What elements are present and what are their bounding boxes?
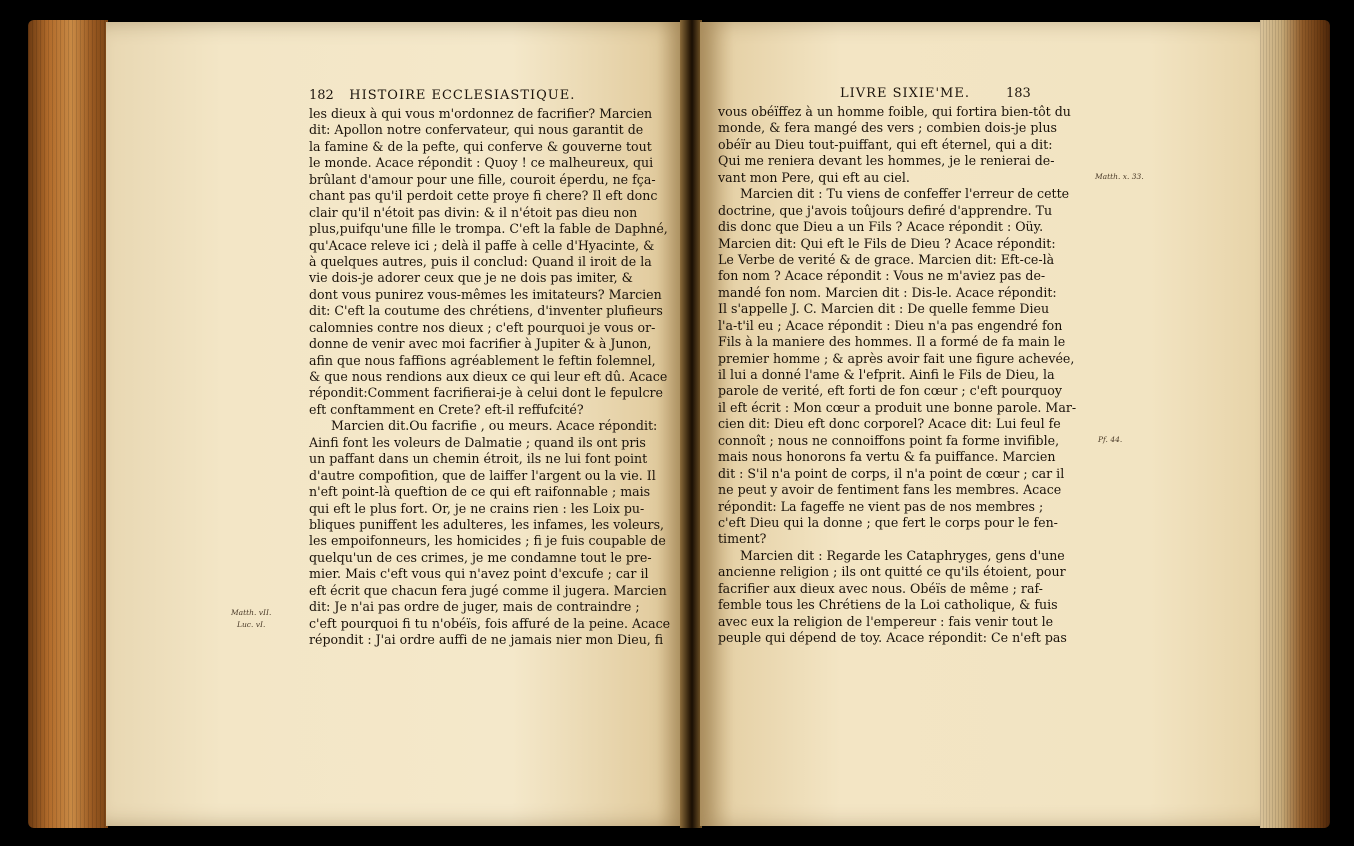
text-line: cien dit: Dieu eft donc corporel? Acace dit: Lui feul fe	[718, 416, 1061, 432]
text-line: il lui a donné l'ame & l'efprit. Ainfi le Fils de Dieu, la	[718, 367, 1055, 382]
text-line: vant mon Pere, qui eft au ciel.	[718, 169, 910, 185]
text-line: dis donc que Dieu a un Fils ? Acace répondit : Oüy.	[718, 219, 1044, 235]
text-line: Le Verbe de verité & de grace. Marcien dit: Eft-ce-là	[718, 251, 1055, 267]
text-line: dit: C'eft la coutume des chrétiens, d'inventer plufieurs	[309, 303, 663, 319]
text-line: qui eft le plus fort. Or, je ne crains rien : les Loix pu-	[309, 500, 645, 516]
text-line: Marcien dit.Ou facrifie , ou meurs. Acace répondit:	[331, 418, 658, 434]
left-title: HISTOIRE ECCLESIASTIQUE.	[349, 88, 576, 103]
text-line: avec eux la religion de l'empereur : fais venir tout le	[718, 613, 1054, 629]
text-line: doctrine, que j'avois toûjours defiré d'apprendre. Tu	[718, 202, 1053, 218]
text-line: monde, & fera mangé des vers ; combien dois-je plus	[718, 120, 1058, 136]
text-line: répondit:Comment facrifierai-je à celui dont le fepulcre	[309, 385, 663, 401]
left-margin-note-1: Matth. vII.	[231, 608, 272, 617]
right-folio: 183	[1005, 86, 1031, 101]
text-line: dit: Je n'ai pas ordre de juger, mais de contraindre ;	[309, 599, 640, 615]
text-line: n'eft point-là queftion de ce qui eft raifonnable ; mais	[309, 484, 651, 500]
text-line: clair qu'il n'étoit pas divin: & il n'étoit pas dieu non	[309, 204, 638, 220]
text-line: le monde. Acace répondit : Quoy ! ce malheureux, qui	[309, 155, 654, 171]
text-line: calomnies contre nos dieux ; c'eft pourquoi je vous or-	[309, 319, 656, 335]
text-line: Marcien dit : Regarde les Cataphryges, gens d'une	[740, 547, 1065, 563]
text-line: vie dois-je adorer ceux que je ne dois pas imiter, &	[309, 270, 633, 286]
text-line: Qui me reniera devant les hommes, je le renierai de-	[718, 153, 1055, 169]
text-line: Fils à la maniere des hommes. Il a formé de fa main le	[718, 334, 1066, 350]
text-line: Ainfi font les voleurs de Dalmatie ; quand ils ont pris	[309, 434, 646, 450]
text-line: qu'Acace releve ici ; delà il paffe à celle d'Hyacinte, &	[309, 237, 655, 253]
text-line: quelqu'un de ces crimes, je me condamne tout le pre-	[309, 549, 652, 565]
text-line: d'autre compofition, que de laiffer l'argent ou la vie. Il	[309, 467, 656, 483]
left-body-text	[309, 106, 670, 648]
text-line: mais nous honorons fa vertu & fa puiffance. Marcien	[718, 449, 1056, 465]
text-line: ne peut y avoir de fentiment fans les membres. Acace	[718, 482, 1062, 498]
right-body-text	[718, 104, 1076, 646]
text-line: un paffant dans un chemin étroit, ils ne lui font point	[309, 451, 648, 467]
text-line: dit: Apollon notre confervateur, qui nous garantit de	[309, 122, 644, 138]
text-line: connoît ; nous ne connoiffons point fa forme invifible,	[718, 432, 1060, 448]
text-line: mier. Mais c'eft vous qui n'avez point d'excufe ; car il	[309, 566, 649, 582]
text-line: timent?	[718, 531, 767, 547]
right-running-head	[840, 86, 1031, 101]
text-line: facrifier aux dieux avec nous. Obéïs de même ; raf-	[718, 580, 1043, 596]
text-line: à quelques autres, puis il conclud: Quand il iroit de la	[309, 253, 652, 269]
text-line: l'a-t'il eu ; Acace répondit : Dieu n'a pas engendré fon	[718, 317, 1063, 333]
text-line: donne de venir avec moi facrifier à Jupiter & à Junon,	[309, 336, 652, 352]
text-line: plus,puifqu'une fille le trompa. C'eft la fable de Daphné,	[309, 221, 668, 237]
right-margin-note-1: Matth. x. 33.	[1095, 172, 1144, 181]
text-line: dit : S'il n'a point de corps, il n'a point de cœur ; car il	[718, 465, 1065, 481]
left-folio: 182	[309, 88, 334, 103]
book-gutter	[680, 20, 702, 828]
left-margin-note-2: Luc. vI.	[237, 620, 266, 629]
open-book	[28, 20, 1330, 828]
text-line: c'eft Dieu qui la donne ; que fert le corps pour le fen-	[718, 514, 1058, 530]
text-line: mandé fon nom. Marcien dit : Dis-le. Acace répondit:	[718, 284, 1057, 300]
text-line: parole de verité, eft forti de fon cœur ; c'eft pourquoy	[718, 383, 1062, 399]
text-line: il eft écrit : Mon cœur a produit une bonne parole. Mar-	[718, 399, 1077, 415]
text-line: la famine & de la pefte, qui conferve & gouverne tout	[309, 138, 652, 154]
text-line: afin que nous faffions agréablement le feftin folemnel,	[309, 352, 656, 368]
text-line: dont vous punirez vous-mêmes les imitateurs? Marcien	[309, 286, 662, 302]
text-line: premier homme ; & après avoir fait une figure achevée,	[718, 350, 1075, 366]
text-line: eft écrit que chacun fera jugé comme il jugera. Marcien	[309, 582, 667, 598]
text-line: eft conftamment en Crete? eft-il reffufcité?	[309, 401, 584, 417]
text-line: les empoifonneurs, les homicides ; fi je fuis coupable de	[309, 533, 666, 549]
text-line: répondit : J'ai ordre auffi de ne jamais nier mon Dieu, fi	[309, 632, 664, 647]
text-line: Marcien dit: Qui eft le Fils de Dieu ? Acace répondit:	[718, 235, 1056, 251]
text-line: ancienne religion ; ils ont quitté ce qu'ils étoient, pour	[718, 564, 1066, 580]
left-page-edges	[28, 20, 108, 828]
text-line: c'eft pourquoi fi tu n'obéïs, fois affuré de la peine. Acace	[309, 615, 671, 631]
text-line: les dieux à qui vous m'ordonnez de facrifier? Marcien	[309, 106, 653, 121]
right-margin-note-2: Pf. 44.	[1098, 435, 1123, 444]
left-page	[106, 22, 686, 826]
text-line: bliques puniffent les adulteres, les infames, les voleurs,	[309, 516, 665, 532]
text-line: chant pas qu'il perdoit cette proye fi chere? Il eft donc	[309, 188, 658, 204]
text-line: peuple qui dépend de toy. Acace répondit: Ce n'eft pas	[718, 630, 1067, 645]
text-line: obéïr au Dieu tout-puiffant, qui eft éternel, qui a dit:	[718, 136, 1053, 152]
text-line: & que nous rendions aux dieux ce qui leur eft dû. Acace	[309, 369, 668, 384]
right-title: LIVRE SIXIE'ME.	[840, 86, 970, 101]
text-line: vous obéïffez à un homme foible, qui fortira bien-tôt du	[718, 104, 1071, 119]
text-line: Marcien dit : Tu viens de confeffer l'erreur de cette	[740, 186, 1070, 202]
right-page	[700, 22, 1262, 826]
right-page-edges	[1260, 20, 1330, 828]
text-line: fon nom ? Acace répondit : Vous ne m'aviez pas de-	[718, 268, 1046, 284]
text-line: femble tous les Chrétiens de la Loi catholique, & fuis	[718, 597, 1058, 613]
text-line: Il s'appelle J. C. Marcien dit : De quelle femme Dieu	[718, 301, 1050, 317]
text-line: brûlant d'amour pour une fille, couroit éperdu, ne fça-	[309, 171, 656, 187]
text-line: répondit: La fageffe ne vient pas de nos membres ;	[718, 498, 1044, 514]
left-running-head	[309, 88, 575, 103]
